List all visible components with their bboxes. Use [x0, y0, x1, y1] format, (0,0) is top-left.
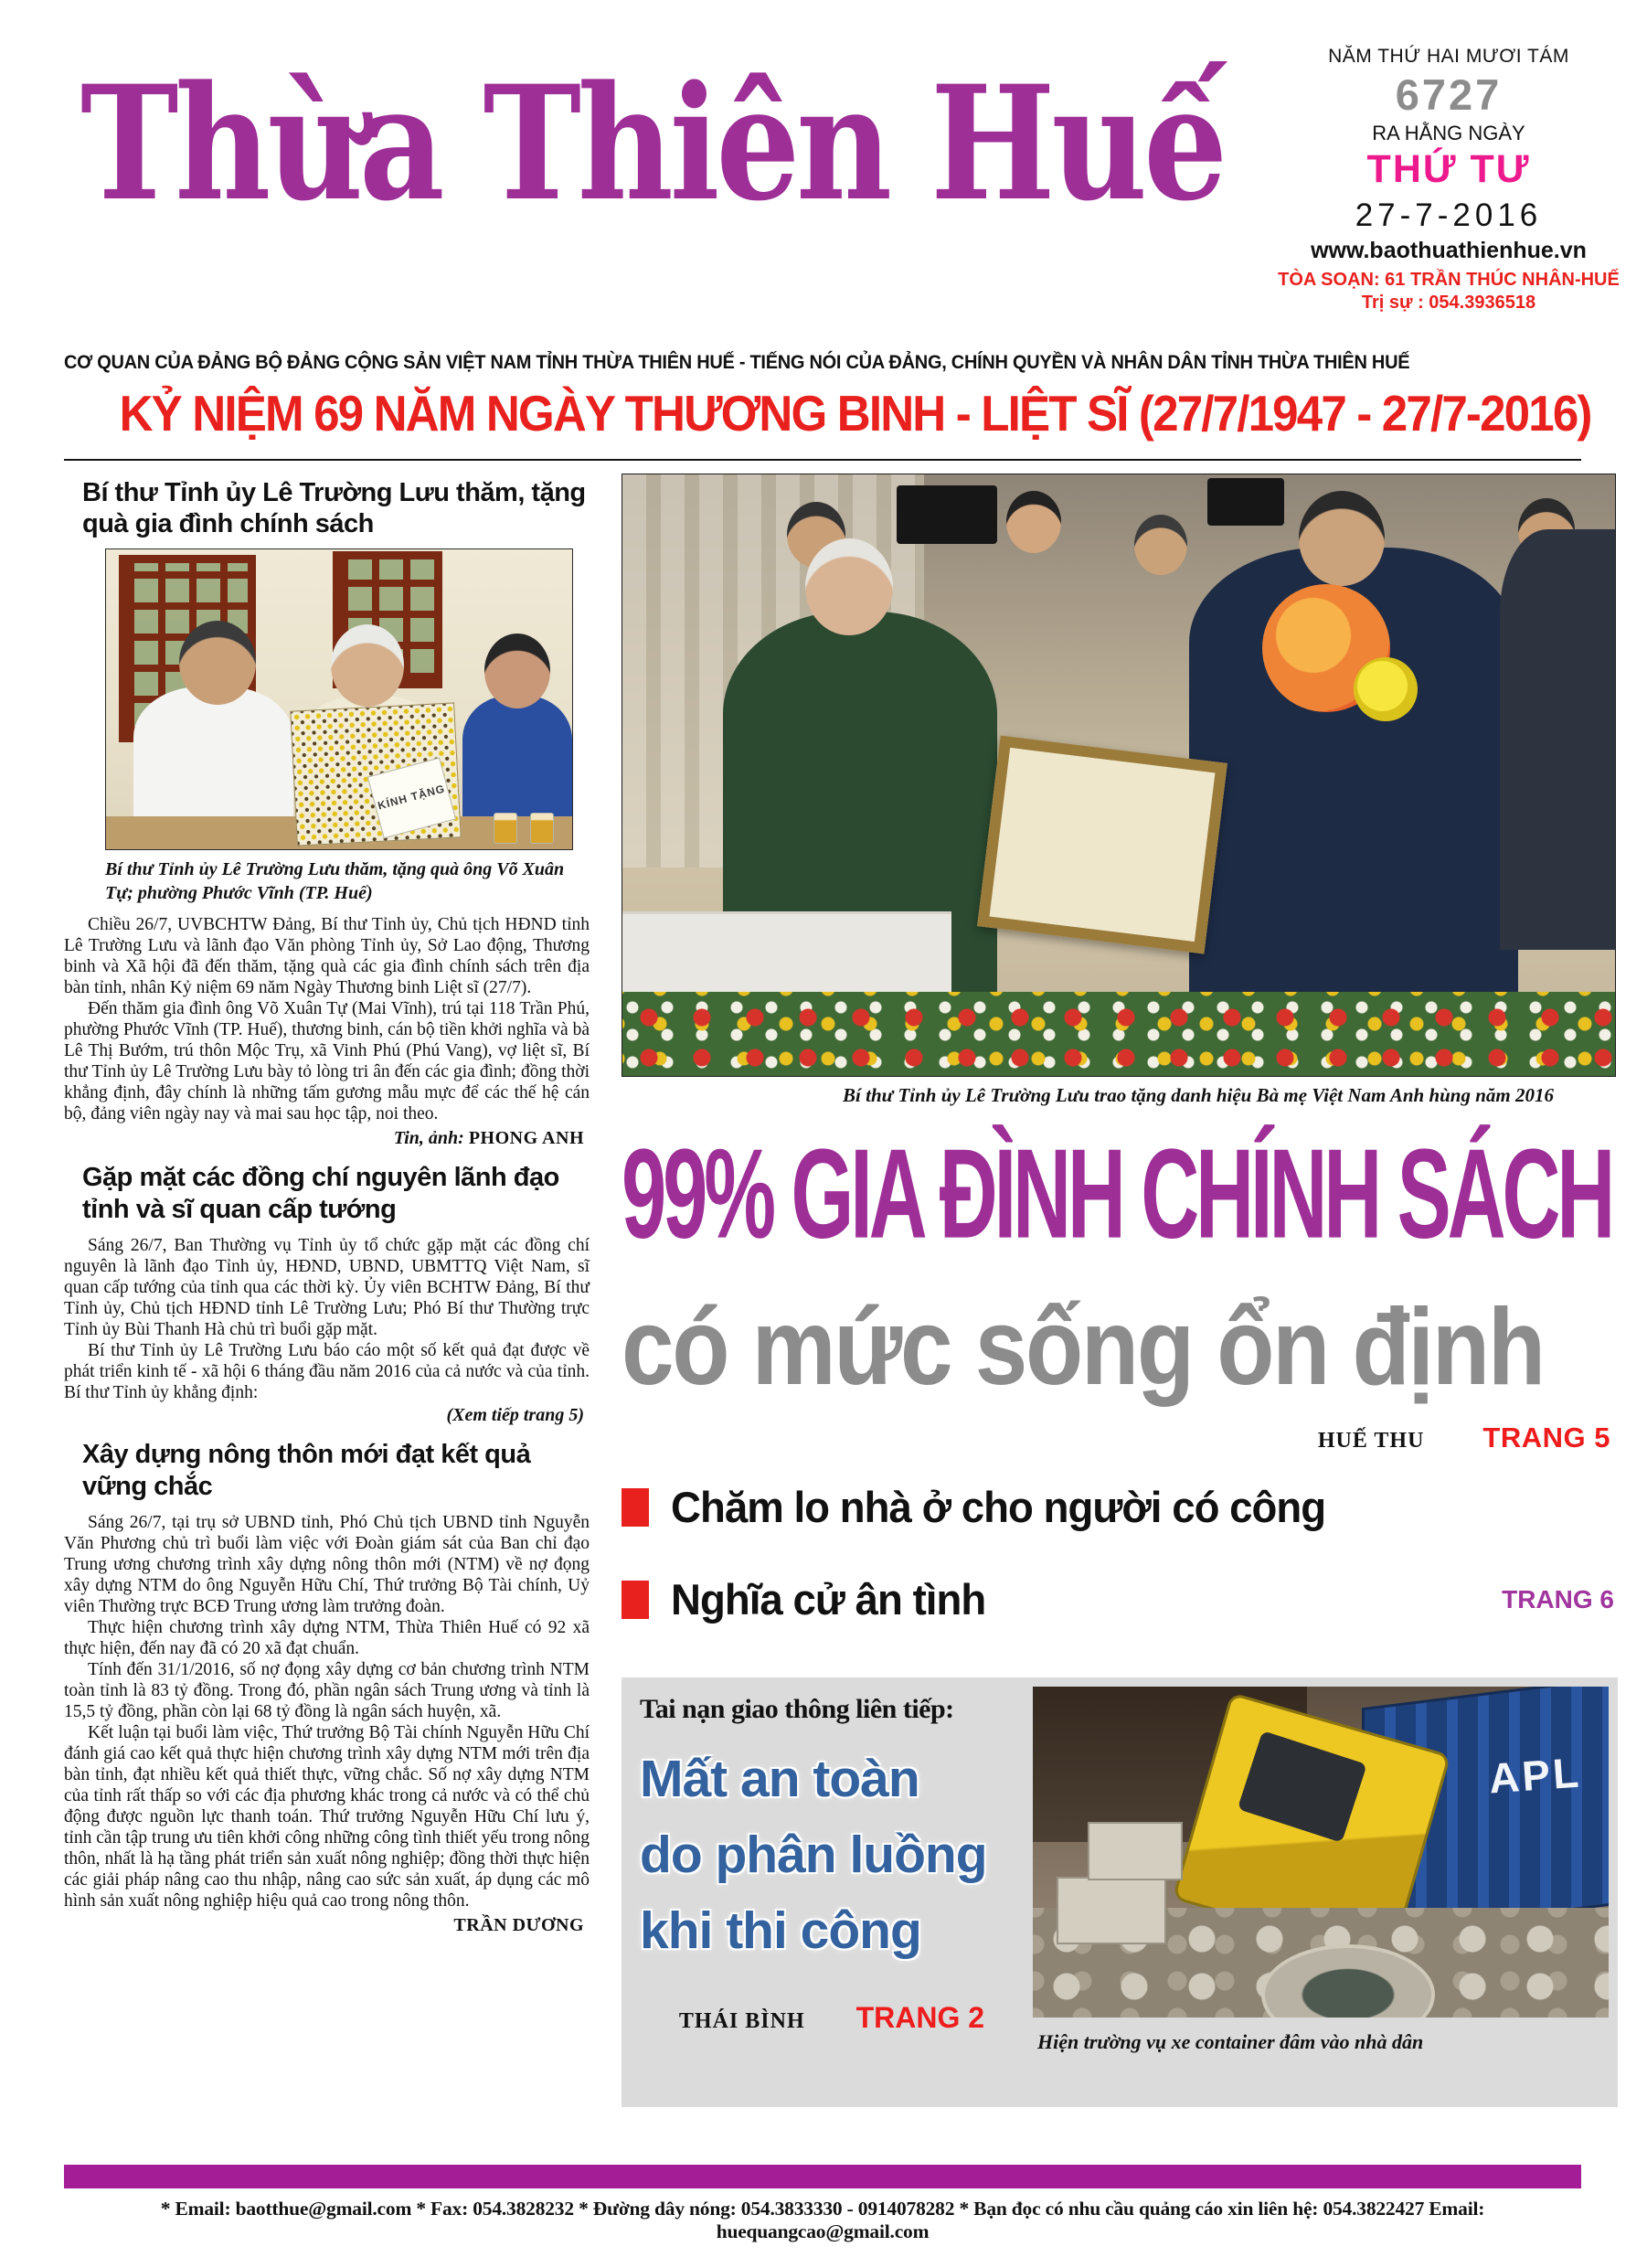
photo-crowd-head — [1006, 491, 1061, 553]
footer-contact-line: * Email: baotthue@gmail.com * Fax: 054.3828232 * Đường dây nóng: 054.3833330 - 0914078282 * Bạn đọc có nhu cầu quảng cáo xin liên hệ: 054.3822427 Email: huequangcao@gmail.com — [160, 2198, 1485, 2242]
article1-paragraph: Chiều 26/7, UVBCHTW Đảng, Bí thư Tỉnh ủy, Chủ tịch HĐND tỉnh Lê Trường Lưu và lãnh đạo Văn phòng Tỉnh ủy, Sở Lao động, Thương binh và Xã hội đã đến thăm, tặng quà các gia đình chính sách trên địa bàn tỉnh, nhân Kỷ niệm 69 năm Ngày Thương binh Liệt sĩ (27/7). — [64, 915, 590, 998]
office-address: TÒA SOẠN: 61 TRẦN THÚC NHÂN-HUẾ — [1278, 270, 1620, 290]
left-column — [64, 474, 590, 1945]
bottom-story-headline-line: khi thi công — [640, 1901, 921, 1961]
article1-byline — [64, 1128, 584, 1149]
article1-headline: Bí thư Tỉnh ủy Lê Trường Lưu thăm, tặng quà gia đình chính sách — [82, 478, 586, 539]
page-reference: TRANG 5 — [1482, 1421, 1610, 1453]
byline-prefix: Tin, ảnh: — [393, 1128, 464, 1149]
issue-number: 6727 — [1395, 70, 1503, 119]
office-phone: Trị sự : 054.3936518 — [1361, 293, 1536, 313]
byline-author: HUẾ THU — [1317, 1429, 1425, 1453]
article1-photo-caption: Bí thư Tỉnh ủy Lê Trường Lưu thăm, tặng quà ông Võ Xuân Tự; phường Phước Vĩnh (TP. Huế) — [105, 859, 565, 904]
photo-person-head — [331, 624, 404, 707]
teaser-item — [622, 1482, 1618, 1532]
article1-paragraph: Đến thăm gia đình ông Võ Xuân Tự (Mai Vĩnh), trú tại 118 Trần Phú, phường Phước Vĩnh (TP. Huế), thương binh, cán bộ tiền khởi nghĩa và bà Lê Thị Bướm, trú thôn Mộc Trụ, xã Vinh Phú (Phú Vang), vợ liệt sĩ, Bí thư Tỉnh ủy Lê Trường Lưu bày tỏ lòng tri ân đến các gia đình; đồng thời khẳng định, đây chính là những tấm gương mẫu mực để các thế hệ cán bộ, đảng viên ngày nay và mai sau học tập, noi theo. — [64, 999, 590, 1124]
teaser-item — [622, 1574, 1618, 1624]
photo-tea-glass — [530, 813, 554, 844]
frequency-line: RA HẰNG NGÀY — [1372, 122, 1525, 144]
photo-person-head — [179, 621, 256, 705]
photo-camera — [1207, 478, 1284, 526]
container-brand-label: APL — [1487, 1748, 1583, 1803]
bottom-story-kicker: Tai nạn giao thông liên tiếp: — [640, 1694, 954, 1724]
article3-paragraph: Kết luận tại buổi làm việc, Thứ trưởng Bộ Tài chính Nguyễn Hữu Chí đánh giá cao kết quả thực hiện chương trình xây dựng NTM mới trên địa bàn tỉnh, đạt nhiều kết quả thiết thực, vững chắc. Số nợ xây dựng NTM của tỉnh rất thấp so với các địa phương khác trong cả nước và có thể chủ động được nguồn lực thanh toán. Thứ trưởng Nguyễn Hữu Chí lưu ý, tỉnh cần tập trung ưu tiên khởi công những công tình thiết yếu trong nông thôn, nhất là hạ tầng phát triển sản xuất nông nghiệp; đồng thời thực hiện các giải pháp nâng cao thu nhập, nâng cao sức sản xuất, áp dụng các mô hình sản xuất nông nghiệp hiệu quả cao trong nông thôn. — [64, 1722, 590, 1911]
banner-divider — [64, 459, 1581, 461]
article2-paragraph: Bí thư Tỉnh ủy Lê Trường Lưu báo cáo một số kết quả đạt được về phát triển kinh tế - xã hội 6 tháng đầu năm 2016 của cả nước và của tỉnh. Bí thư Tỉnh ủy khẳng định: — [64, 1341, 590, 1403]
accident-photo-caption: Hiện trường vụ xe container đâm vào nhà dân — [1037, 2030, 1424, 2053]
photo-crowd-head — [1134, 515, 1187, 575]
article1-photo — [105, 548, 573, 850]
photo-flower-strip — [622, 992, 1615, 1076]
anniversary-banner-text: KỶ NIỆM 69 NĂM NGÀY THƯƠNG BINH - LIỆT SĨ (27/7/1947 - 27/7-2016) — [119, 385, 1591, 442]
photo-official-suit — [1500, 529, 1616, 950]
footer-purple-bar — [64, 2165, 1581, 2188]
main-photo — [622, 474, 1616, 1077]
header-info-box — [1270, 46, 1627, 314]
page-reference: TRANG 2 — [855, 2000, 985, 2034]
photo-person-head — [805, 538, 893, 635]
anniversary-banner — [64, 384, 1591, 455]
photo-certificate-frame — [977, 736, 1227, 954]
right-column — [622, 474, 1618, 2107]
bottom-story-box — [622, 1677, 1618, 2107]
main-headline-line2-wrap — [622, 1287, 1618, 1414]
gift-box — [290, 703, 461, 847]
article2-headline: Gặp mặt các đồng chí nguyên lãnh đạo tỉnh và sĩ quan cấp tướng — [82, 1163, 559, 1225]
red-square-bullet-icon — [622, 1581, 649, 1619]
photo-concrete-block — [1088, 1822, 1183, 1880]
photo-person-head — [484, 634, 550, 708]
weekday-label: THỨ TƯ — [1366, 147, 1531, 191]
red-square-bullet-icon — [622, 1488, 649, 1527]
byline-author: TRẦN DƯƠNG — [453, 1914, 584, 1935]
teaser-headline: Nghĩa cử ân tình — [671, 1575, 986, 1624]
bottom-story-headline — [640, 1741, 1024, 1970]
publication-year-line: NĂM THỨ HAI MƯƠI TÁM — [1328, 46, 1569, 67]
issue-date: 27-7-2016 — [1355, 197, 1543, 233]
photo-truck-windshield — [1238, 1730, 1367, 1843]
main-photo-caption: Bí thư Tỉnh ủy Lê Trường Lưu trao tặng danh hiệu Bà mẹ Việt Nam Anh hùng năm 2016 — [843, 1084, 1554, 1106]
photo-flower-bouquet — [1354, 657, 1418, 721]
article2-paragraph: Sáng 26/7, Ban Thường vụ Tỉnh ủy tổ chức gặp mặt các đồng chí nguyên là lãnh đạo Tỉnh ủy, HĐND, UBND, UBMTTQ Việt Nam, sĩ quan cấp tướng của tỉnh qua các thời kỳ. Ủy viên BCHTW Đảng, Bí thư Tỉnh ủy, Chủ tịch HĐND tỉnh Lê Trường Lưu; Phó Bí thư Thường trực Tỉnh ủy Bùi Thanh Hà chủ trì buổi gặp mặt. — [64, 1236, 590, 1340]
masthead — [80, 50, 1278, 249]
main-headline-line1-wrap — [622, 1123, 1618, 1288]
tagline-text: CƠ QUAN CỦA ĐẢNG BỘ ĐẢNG CỘNG SẢN VIỆT NAM TỈNH THỪA THIÊN HUẾ - TIẾNG NÓI CỦA ĐẢNG, CHÍNH QUYỀN VÀ NHÂN DÂN TỈNH THỪA THIÊN HUẾ — [64, 351, 1410, 373]
bottom-story-headline-line: do phân luồng — [640, 1826, 987, 1885]
article3-paragraph: Tính đến 31/1/2016, số nợ đọng xây dựng cơ bản chương trình NTM toàn tỉnh là 83 tỷ đồng. Trong đó, phần ngân sách Trung ương và tỉnh là 15,5 tỷ đồng, phần còn lại 68 tỷ đồng là ngân sách huyện, xã. — [64, 1659, 590, 1721]
photo-tea-glass — [494, 813, 517, 844]
article3-headline: Xây dựng nông thôn mới đạt kết quả vững chắc — [82, 1440, 531, 1501]
byline-author: PHONG ANH — [468, 1128, 584, 1149]
photo-concrete-block — [1057, 1877, 1166, 1944]
byline-author: THÁI BÌNH — [678, 2008, 805, 2033]
gift-box-label: KÍNH TẶNG — [367, 758, 456, 839]
newspaper-title: Thừa Thiên Huế — [80, 50, 1224, 236]
article3-paragraph: Thực hiện chương trình xây dựng NTM, Thừa Thiên Huế có 92 xã thực hiện, đến nay đã có 20 xã đạt chuẩn. — [64, 1617, 590, 1658]
photo-camera — [897, 485, 997, 544]
bottom-story-text-block — [640, 1694, 1024, 2035]
tagline — [64, 351, 1410, 378]
photo-person-head — [1299, 491, 1385, 586]
accident-photo — [1033, 1687, 1609, 2018]
main-headline-line2: có mức sống ổn định — [622, 1287, 1544, 1409]
bottom-story-byline-row — [640, 2001, 1024, 2035]
main-headline-line1: 99% GIA ĐÌNH CHÍNH SÁCH — [622, 1123, 1612, 1266]
article3-paragraph: Sáng 26/7, tại trụ sở UBND tỉnh, Phó Chủ tịch UBND tỉnh Nguyễn Văn Phương chủ trì buổi làm việc với Đoàn giám sát của Ban chỉ đạo Trung ương chương trình xây dựng nông thôn mới (NTM) về nợ đọng xây dựng NTM do ông Nguyễn Hữu Chí, Thứ trưởng Bộ Tài chính, Uỷ viên Thường trực BCĐ Trung ương làm trưởng đoàn. — [64, 1512, 590, 1616]
page-reference: TRANG 6 — [1502, 1584, 1614, 1613]
website-url: www.baothuathienhue.vn — [1311, 238, 1587, 263]
bottom-story-headline-line: Mất an toàn — [640, 1750, 919, 1808]
teaser-headline: Chăm lo nhà ở cho người có công — [671, 1483, 1326, 1531]
article2-continuation-note: (Xem tiếp trang 5) — [446, 1405, 584, 1426]
article3-byline — [64, 1915, 584, 1936]
main-story-byline-row — [622, 1421, 1618, 1454]
